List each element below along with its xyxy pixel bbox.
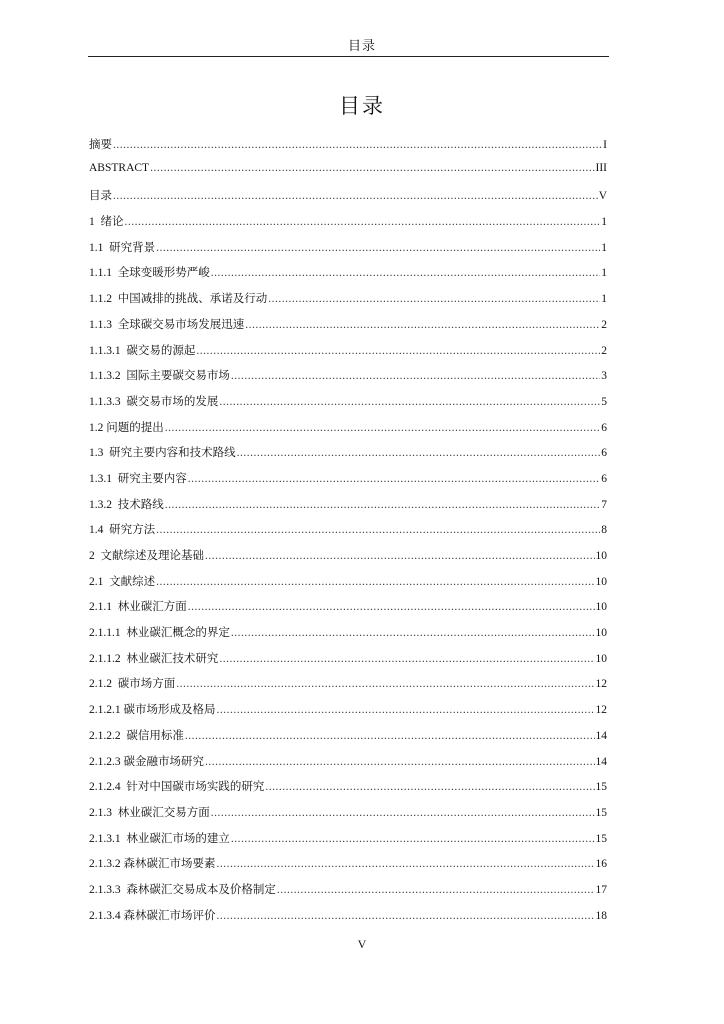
toc-entry[interactable]: [89, 213, 607, 239]
toc-entry[interactable]: [89, 290, 607, 316]
toc-entry-page: 1: [601, 267, 607, 280]
toc-dot-leader: [217, 858, 595, 870]
toc-entry[interactable]: [89, 778, 607, 804]
toc-entry-label: 1.1.3.2 国际主要碳交易市场: [89, 370, 230, 383]
toc-entry-page: 10: [595, 575, 607, 588]
toc-entry[interactable]: [89, 367, 607, 393]
toc-dot-leader: [185, 730, 595, 742]
toc-entry-label: 1.1.1 全球变暖形势严峻: [89, 267, 210, 280]
toc-entry-label: 1.3 研究主要内容和技术路线: [89, 447, 236, 460]
toc-entry-label: 2.1.3.2 森林碳汇市场要素: [89, 858, 216, 871]
toc-entry-page: V: [598, 190, 607, 203]
toc-entry[interactable]: [89, 316, 607, 342]
toc-entry-label: 1.3.1 研究主要内容: [89, 472, 187, 485]
toc-entry-page: 12: [595, 678, 607, 691]
toc-entry-page: 14: [595, 755, 607, 768]
table-of-contents: [89, 136, 607, 932]
toc-entry[interactable]: [89, 393, 607, 419]
toc-entry[interactable]: [89, 624, 607, 650]
toc-entry[interactable]: [89, 804, 607, 830]
toc-entry-page: 3: [601, 370, 607, 383]
toc-entry[interactable]: [89, 727, 607, 753]
toc-entry[interactable]: [89, 881, 607, 907]
toc-entry-page: 2: [601, 344, 607, 357]
toc-entry-label: 2.1.2 碳市场方面: [89, 678, 176, 691]
toc-entry[interactable]: [89, 830, 607, 856]
toc-entry-label: 2.1.2.1 碳市场形成及格局: [89, 704, 216, 717]
toc-entry-page: 1: [601, 241, 607, 254]
toc-dot-leader: [196, 345, 600, 357]
toc-entry-label: 2.1 文献综述: [89, 575, 156, 588]
toc-entry-page: 2: [601, 318, 607, 331]
toc-entry[interactable]: [89, 573, 607, 599]
toc-entry-page: 10: [595, 652, 607, 665]
toc-entry-page: 6: [601, 472, 607, 485]
toc-entry[interactable]: [89, 496, 607, 522]
toc-entry-label: 2.1.3 林业碳汇交易方面: [89, 806, 210, 819]
header-rule: [88, 56, 609, 57]
toc-dot-leader: [237, 447, 601, 459]
toc-entry-label: 2.1.3.3 森林碳汇交易成本及价格制定: [89, 883, 276, 896]
toc-entry-page: 15: [595, 806, 607, 819]
toc-entry-label: 1.1.3.3 碳交易市场的发展: [89, 395, 219, 408]
toc-dot-leader: [211, 267, 601, 279]
toc-entry-page: 6: [601, 421, 607, 434]
toc-dot-leader: [268, 293, 600, 305]
toc-entry-label: ABSTRACT: [89, 161, 150, 174]
page-title: 目录: [339, 94, 385, 118]
toc-dot-leader: [217, 910, 595, 922]
toc-entry-page: I: [603, 139, 607, 151]
toc-entry-page: 10: [595, 627, 607, 640]
toc-entry-label: 2.1.3.4 森林碳汇市场评价: [89, 909, 216, 922]
toc-dot-leader: [156, 576, 594, 588]
toc-entry-page: 10: [595, 550, 607, 562]
toc-entry[interactable]: [89, 444, 607, 470]
toc-entry-page: 10: [595, 601, 607, 614]
toc-entry-page: 1: [601, 216, 607, 229]
toc-entry-label: 2.1.3.1 林业碳汇市场的建立: [89, 832, 230, 845]
toc-entry[interactable]: [89, 907, 607, 933]
toc-entry-label: 2 文献综述及理论基础: [89, 550, 204, 562]
toc-entry-page: 8: [601, 524, 607, 537]
toc-entry-label: 1.3.2 技术路线: [89, 498, 164, 511]
toc-dot-leader: [231, 833, 595, 845]
toc-dot-leader: [113, 139, 602, 151]
toc-dot-leader: [125, 216, 601, 228]
toc-entry[interactable]: [89, 419, 607, 445]
toc-entry-label: 1.1.2 中国减排的挑战、承诺及行动: [89, 293, 268, 306]
toc-dot-leader: [113, 190, 598, 202]
toc-entry[interactable]: [89, 264, 607, 290]
toc-dot-leader: [176, 678, 594, 690]
toc-entry-page: 1: [601, 293, 607, 306]
toc-entry[interactable]: [89, 187, 607, 213]
toc-entry[interactable]: [89, 701, 607, 727]
toc-dot-leader: [217, 704, 595, 716]
toc-entry-label: 1.4 研究方法: [89, 524, 156, 537]
toc-dot-leader: [165, 499, 601, 511]
toc-entry[interactable]: [89, 162, 607, 188]
toc-dot-leader: [205, 550, 595, 562]
toc-dot-leader: [156, 242, 600, 254]
toc-dot-leader: [188, 601, 595, 613]
toc-entry-label: 2.1.2.4 针对中国碳市场实践的研究: [89, 781, 265, 794]
toc-entry[interactable]: [89, 136, 607, 162]
page-number: V: [357, 937, 367, 951]
running-header: 目录: [347, 38, 376, 53]
toc-dot-leader: [277, 884, 595, 896]
toc-entry-label: 1.2 问题的提出: [89, 421, 164, 434]
toc-dot-leader: [219, 653, 594, 665]
toc-entry-page: 5: [601, 395, 607, 408]
toc-entry-page: 15: [595, 832, 607, 845]
toc-entry-label: 2.1.1.1 林业碳汇概念的界定: [89, 627, 230, 640]
toc-entry-label: 1.1.3.1 碳交易的源起: [89, 344, 196, 357]
toc-dot-leader: [231, 627, 595, 639]
toc-entry-page: 14: [595, 729, 607, 742]
toc-entry-page: 7: [601, 498, 607, 511]
toc-entry[interactable]: [89, 239, 607, 265]
toc-entry-label: 1 绪论: [89, 216, 124, 229]
toc-entry-page: 6: [601, 447, 607, 460]
toc-dot-leader: [245, 319, 600, 331]
toc-entry[interactable]: [89, 855, 607, 881]
toc-dot-leader: [150, 162, 594, 174]
toc-dot-leader: [188, 473, 601, 485]
toc-entry-label: 目录: [89, 190, 112, 203]
toc-dot-leader: [265, 781, 594, 793]
toc-entry-label: 1.1 研究背景: [89, 241, 156, 254]
toc-dot-leader: [211, 807, 595, 819]
toc-entry[interactable]: [89, 547, 607, 573]
toc-entry-label: 2.1.2.3 碳金融市场研究: [89, 755, 204, 768]
toc-dot-leader: [231, 370, 600, 382]
toc-entry-page: 12: [595, 704, 607, 717]
toc-entry-label: 2.1.1.2 林业碳汇技术研究: [89, 652, 219, 665]
toc-entry-page: 18: [595, 909, 607, 922]
toc-entry-label: 1.1.3 全球碳交易市场发展迅速: [89, 318, 245, 331]
toc-entry-page: 15: [595, 781, 607, 794]
toc-entry[interactable]: [89, 521, 607, 547]
toc-dot-leader: [205, 756, 595, 768]
toc-entry[interactable]: [89, 342, 607, 368]
toc-entry[interactable]: [89, 675, 607, 701]
toc-entry-page: 16: [595, 858, 607, 871]
toc-entry-label: 2.1.2.2 碳信用标准: [89, 729, 184, 742]
toc-dot-leader: [219, 396, 600, 408]
toc-entry[interactable]: [89, 598, 607, 624]
toc-entry[interactable]: [89, 753, 607, 779]
toc-entry-page: 17: [595, 883, 607, 896]
toc-entry[interactable]: [89, 470, 607, 496]
toc-entry-label: 2.1.1 林业碳汇方面: [89, 601, 187, 614]
toc-dot-leader: [165, 422, 601, 434]
toc-dot-leader: [156, 524, 600, 536]
toc-entry[interactable]: [89, 650, 607, 676]
toc-entry-page: III: [595, 161, 607, 174]
toc-entry-label: 摘要: [89, 139, 112, 151]
